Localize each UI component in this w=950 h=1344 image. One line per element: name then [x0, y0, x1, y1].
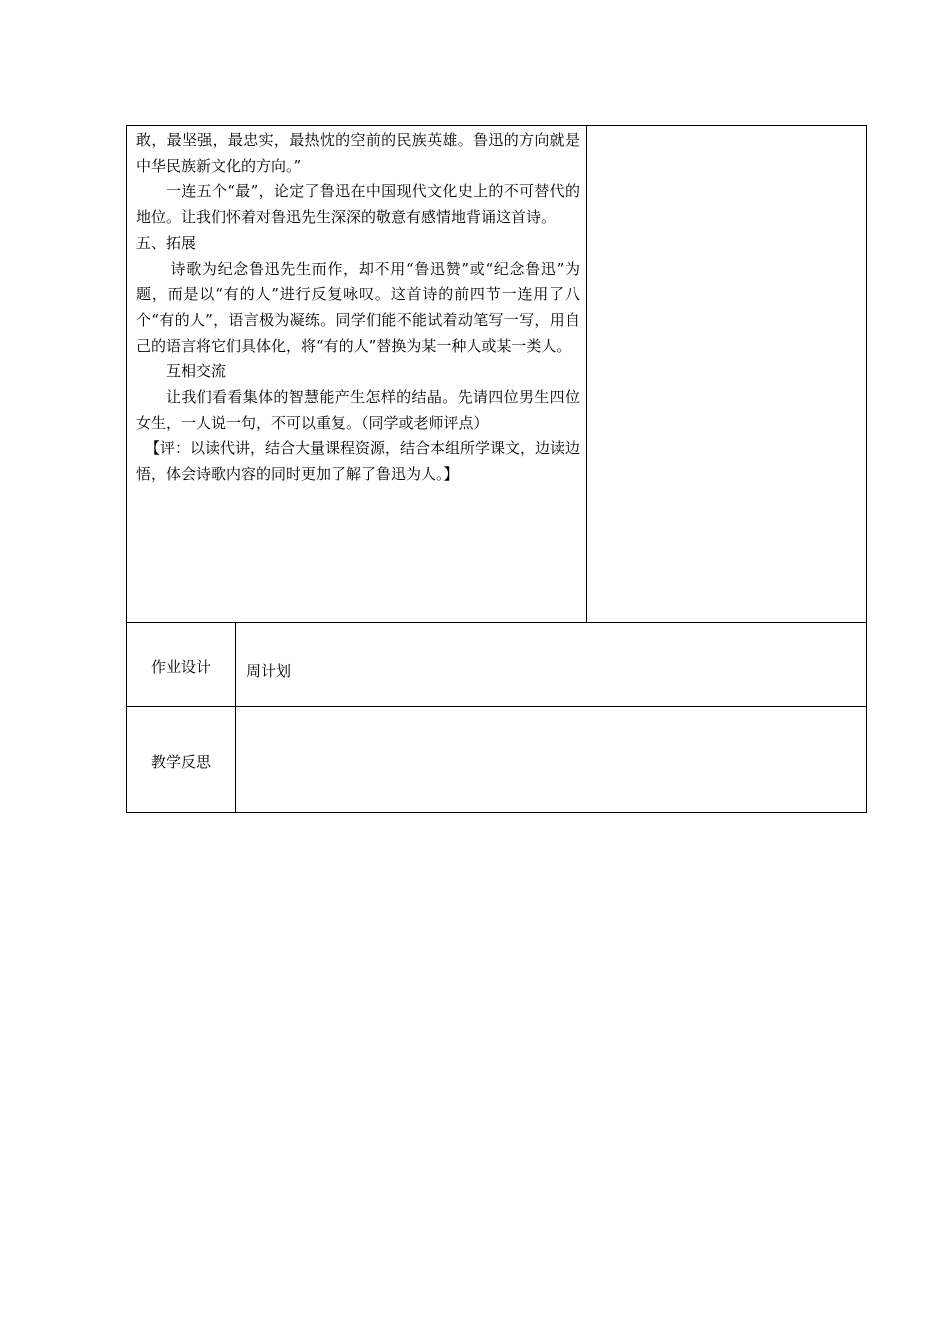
paragraph-quote-end: 敢，最坚强，最忠实，最热忱的空前的民族英雄。鲁迅的方向就是中华民族新文化的方向。” [136, 131, 580, 175]
subheading-exchange: 互相交流 [166, 362, 227, 381]
homework-label: 作业设计 [150, 658, 211, 676]
section-heading-extension: 五、拓展 [136, 233, 197, 252]
homework-content: 周计划 [246, 662, 292, 680]
label-column-divider [235, 622, 236, 813]
paragraph-five-most: 一连五个“最”，论定了鲁迅在中国现代文化史上的不可替代的地位。让我们怀着对鲁迅先生深深的敬意有感情地背诵这首诗。 [136, 182, 580, 227]
lesson-body [136, 128, 580, 488]
column-divider [586, 125, 587, 623]
row-divider-homework [126, 622, 867, 623]
row-divider-reflection [126, 706, 867, 707]
paragraph-exchange: 让我们看看集体的智慧能产生怎样的结晶。先请四位男生四位女生，一人说一句，不可以重复。（同学或老师评点） [136, 388, 580, 432]
paragraph-comment: 【评：以读代讲，结合大量课程资源，结合本组所学课文，边读边悟，体会诗歌内容的同时更加了解了鲁迅为人。】 [136, 439, 581, 484]
paragraph-extension: 诗歌为纪念鲁迅先生而作，却不用“鲁迅赞”或“纪念鲁迅”为题，而是以“有的人”进行反复咏叹。这首诗的前四节一连用了八个“有的人”，语言极为凝练。同学们能不能试着动笔写一写，用自己的语言将它们具体化，将“有的人”替换为某一种人或某一类人。 [136, 259, 580, 355]
reflection-label: 教学反思 [150, 753, 211, 771]
